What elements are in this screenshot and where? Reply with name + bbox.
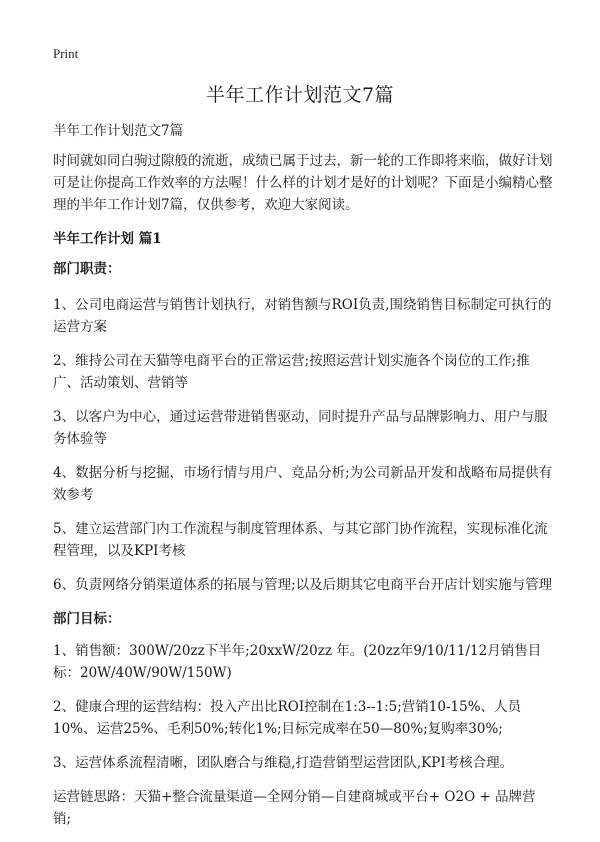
subtitle: 半年工作计划范文7篇	[53, 123, 184, 139]
intro-paragraph: 时间就如同白驹过隙般的流逝，成绩已属于过去，新一轮的工作即将来临，做好计划可是让你提高工作效率的方法喔！什么样的计划才是好的计划呢？下面是小编精心整理的半年工作计划7篇，仅供参考，欢迎大家阅读。	[53, 153, 553, 213]
duty-item: 4、数据分析与挖掘，市场行情与用户、竞品分析;为公司新品开发和战略布局提供有效参考	[53, 465, 553, 503]
targets-heading: 部门目标：	[53, 611, 121, 627]
duties-heading: 部门职责：	[53, 261, 121, 277]
print-link[interactable]: Print	[53, 46, 79, 61]
duty-item: 3、以客户为中心，通过运营带进销售驱动，同时提升产品与品牌影响力、用户与服务体验等	[53, 409, 548, 447]
duty-item: 5、建立运营部门内工作流程与制度管理体系、与其它部门协作流程，实现标准化流程管理，以及KPI考核	[53, 521, 548, 559]
document-title: 半年工作计划范文7篇	[205, 84, 395, 106]
section-heading: 半年工作计划 篇1	[53, 231, 162, 247]
document-body	[53, 120, 553, 842]
target-item: 1、销售额：300W/20zz下半年;20xxW/20zz 年。(20zz年9/10/11/12月销售目标：20W/40W/90W/150W)	[53, 643, 542, 681]
duty-item: 2、维持公司在天猫等电商平台的正常运营;按照运营计划实施各个岗位的工作;推广、活动策划、营销等	[53, 353, 530, 391]
duty-item: 6、负责网络分销渠道体系的拓展与管理;以及后期其它电商平台开店计划实施与管理	[53, 577, 553, 593]
operations-chain-line: 运营链思路：天猫+整合流量渠道—全网分销—自建商城或平台+ O2O + 品牌营销;	[53, 789, 536, 827]
duty-item: 1、公司电商运营与销售计划执行，对销售额与ROI负责,围绕销售目标制定可执行的运营方案	[53, 297, 552, 335]
target-item: 2、健康合理的运营结构：投入产出比ROI控制在1:3--1:5;营销10-15%、人员10%、运营25%、毛利50%;转化1%;目标完成率在50—80%;复购率30%;	[53, 699, 522, 737]
target-item: 3、运营体系流程清晰，团队磨合与维稳,打造营销型运营团队,KPI考核合理。	[53, 755, 514, 771]
